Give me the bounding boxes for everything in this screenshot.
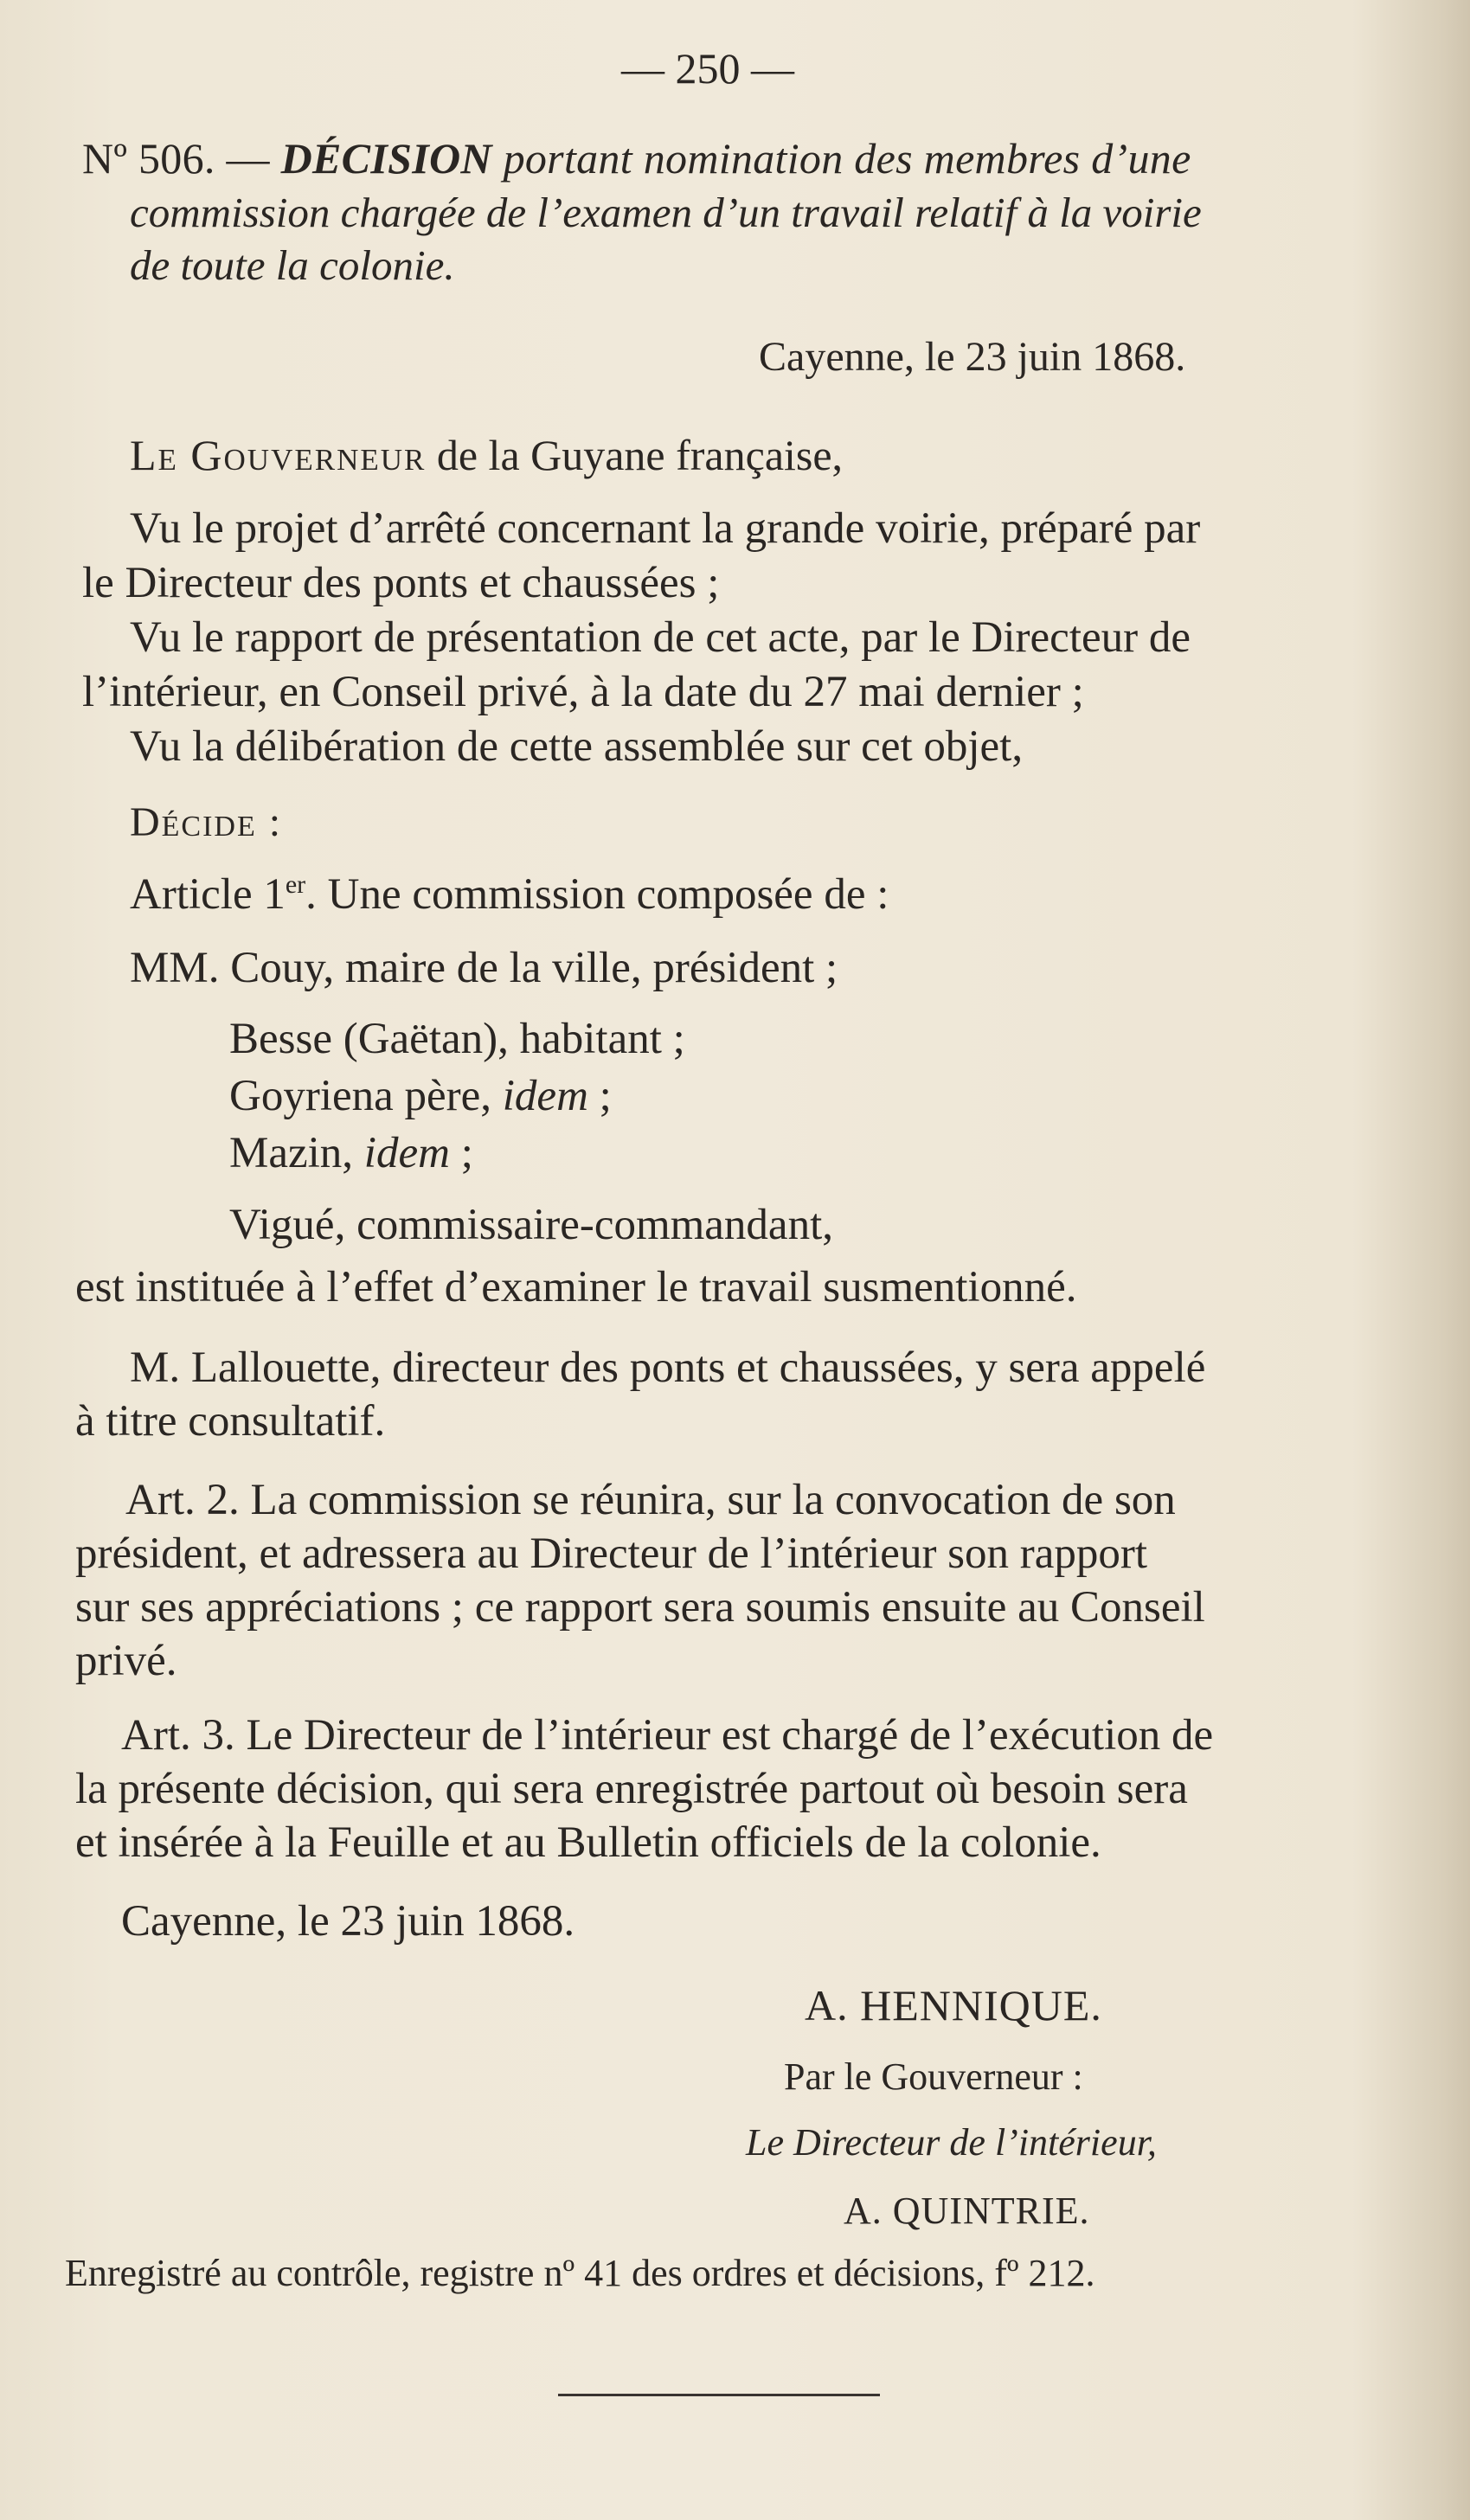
- decide-heading: Décide :: [130, 799, 283, 845]
- member-1: MM. Couy, maire de la ville, président ;: [130, 944, 838, 992]
- consideration-2-cont: l’intérieur, en Conseil privé, à la date du 27 mai dernier ;: [82, 668, 1084, 716]
- closing-date: Cayenne, le 23 juin 1868.: [121, 1897, 575, 1946]
- decision-title: DÉCISION: [280, 134, 492, 183]
- member-3: [229, 1069, 612, 1123]
- article-1-rest: . Une commission composée de :: [305, 870, 889, 919]
- member-3-idem: idem: [502, 1072, 588, 1120]
- lallouette-line-2: à titre consultatif.: [75, 1397, 386, 1446]
- place-date: Cayenne, le 23 juin 1868.: [759, 334, 1186, 380]
- governor-rest: de la Guyane française,: [426, 431, 844, 479]
- article-3-line-2: la présente décision, qui sera enregistrée partout où besoin sera: [75, 1765, 1188, 1813]
- article-2-line-3: sur ses appréciations ; ce rapport sera soumis ensuite au Conseil: [75, 1583, 1205, 1632]
- closing-rule: [558, 2394, 880, 2396]
- by-governor: Par le Gouverneur :: [784, 2055, 1083, 2098]
- member-4-idem: idem: [363, 1129, 450, 1177]
- article-2-line-2: président, et adressera au Directeur de l’intérieur son rapport: [75, 1529, 1148, 1578]
- article-1: [130, 868, 889, 921]
- member-3-end: ;: [587, 1072, 612, 1120]
- decision-number: Nº 506. —: [82, 134, 270, 183]
- article-2-line-4: privé.: [75, 1637, 177, 1685]
- article-1-prefix: Article 1: [130, 870, 286, 919]
- article-1-sup: er: [285, 870, 306, 899]
- article-3-line-1: Art. 3. Le Directeur de l’intérieur est chargé de l’exécution de: [121, 1711, 1214, 1760]
- governor-caps: Le Gouverneur: [130, 431, 427, 479]
- director-signature: A. QUINTRIE.: [844, 2190, 1090, 2232]
- member-4-name: Mazin,: [229, 1129, 364, 1177]
- director-title: Le Directeur de l’intérieur,: [746, 2121, 1157, 2164]
- consideration-1: Vu le projet d’arrêté concernant la grande voirie, préparé par: [130, 504, 1201, 553]
- instituted-line: est instituée à l’effet d’examiner le travail susmentionné.: [75, 1263, 1077, 1311]
- decision-title-rest: portant nomination des membres d’une: [491, 134, 1191, 183]
- member-2: Besse (Gaëtan), habitant ;: [229, 1015, 685, 1063]
- consideration-3: Vu la délibération de cette assemblée sur cet objet,: [130, 722, 1024, 771]
- decision-heading-line-2: commission chargée de l’examen d’un travail relatif à la voirie: [130, 189, 1202, 236]
- page-number: — 250 —: [621, 44, 794, 93]
- member-3-name: Goyriena père,: [229, 1072, 503, 1120]
- article-2-line-1: Art. 2. La commission se réunira, sur la convocation de son: [125, 1476, 1176, 1524]
- lallouette-line-1: M. Lallouette, directeur des ponts et chaussées, y sera appelé: [130, 1343, 1206, 1392]
- member-4-end: ;: [449, 1129, 473, 1177]
- decision-heading-line-3: de toute la colonie.: [130, 241, 455, 289]
- member-4: [229, 1126, 473, 1180]
- governor-line: [130, 428, 843, 482]
- consideration-1-cont: le Directeur des ponts et chaussées ;: [82, 559, 720, 607]
- governor-signature: A. HENNIQUE.: [805, 1981, 1102, 2029]
- registration-note: Enregistré au contrôle, registre nº 41 des ordres et décisions, fº 212.: [65, 2252, 1095, 2294]
- member-5: Vigué, commissaire-commandant,: [229, 1201, 833, 1249]
- article-3-line-3: et insérée à la Feuille et au Bulletin officiels de la colonie.: [75, 1818, 1101, 1867]
- decision-heading-line-1: [82, 131, 1191, 185]
- consideration-2: Vu le rapport de présentation de cet acte, par le Directeur de: [130, 613, 1191, 662]
